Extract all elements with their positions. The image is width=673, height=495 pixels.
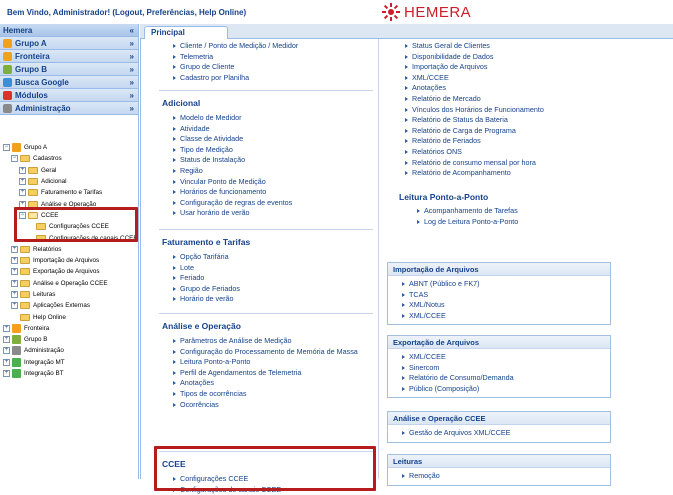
tree-node-label: Integração MT [24, 358, 65, 366]
link-relatorio-de-acompanhamento[interactable]: Relatório de Acompanhamento [405, 168, 544, 179]
link-tipos-de-ocorrencias[interactable]: Tipos de ocorrências [173, 389, 358, 400]
tree-node-label: Integração BT [24, 370, 64, 378]
collapse-icon[interactable]: − [20, 211, 25, 218]
folder-icon [20, 280, 30, 287]
link-modelo-de-medidor[interactable]: Modelo de Medidor [173, 113, 292, 124]
expand-icon[interactable]: + [20, 189, 25, 196]
section-title-ccee: CCEE [162, 459, 186, 469]
panel-analise-e-operacao-ccee [387, 411, 611, 443]
expand-icon[interactable]: + [4, 347, 9, 354]
tree-node-grupo-b[interactable] [0, 334, 139, 345]
link-cliente-ponto-de-medicao-medidor[interactable]: Cliente / Ponto de Medição / Medidor [173, 41, 298, 52]
lightning-icon [12, 143, 21, 152]
lightning-icon [3, 52, 12, 61]
expand-icon[interactable]: + [4, 336, 9, 343]
sidebar-section-label: Busca Google [15, 77, 69, 87]
link-lote[interactable]: Lote [173, 263, 240, 274]
folder-icon [20, 314, 30, 321]
link-atividade[interactable]: Atividade [173, 124, 292, 135]
link-list [388, 425, 610, 442]
sidebar-section-label: Fronteira [15, 51, 50, 61]
link-list [388, 468, 610, 485]
folder-icon [20, 155, 30, 162]
link-horarios-de-funcionamento[interactable]: Horários de funcionamento [173, 187, 292, 198]
tree-node-label: Análise e Operação [41, 200, 97, 208]
tree-node-label: Grupo B [24, 336, 48, 344]
panel-header: Leituras [388, 455, 610, 468]
sidebar-section-busca-google[interactable] [0, 76, 138, 89]
expand-icon[interactable]: + [12, 245, 17, 252]
panel-importacao-de-arquivos [387, 262, 611, 325]
link-sinercom[interactable]: Sinercom [402, 363, 610, 374]
link-relatorio-de-carga-de-programa[interactable]: Relatório de Carga de Programa [405, 126, 544, 137]
chevron-icon[interactable]: » [129, 78, 134, 87]
chevron-icon[interactable]: » [129, 39, 134, 48]
tree-node-fronteira[interactable] [0, 323, 139, 334]
link-relatorio-de-status-da-bateria[interactable]: Relatório de Status da Bateria [405, 115, 544, 126]
tree-node-label: Configurações de canais CCEE [49, 234, 138, 242]
folder-icon [20, 268, 30, 275]
chevron-icon[interactable]: » [129, 65, 134, 74]
expand-icon[interactable]: + [4, 370, 9, 377]
tree-node-geral[interactable] [0, 165, 139, 176]
tree-node-grupo-a[interactable] [0, 142, 139, 153]
sidebar-title: Hemera [3, 25, 33, 35]
expand-icon[interactable]: + [12, 302, 17, 309]
tree-node-adicional[interactable] [0, 176, 139, 187]
expand-icon[interactable]: + [4, 324, 9, 331]
folder-icon [20, 257, 30, 264]
tree-node-label: Administração [24, 347, 64, 355]
link-horario-de-verao[interactable]: Horário de verão [173, 294, 240, 305]
tree-node-relatorios[interactable] [0, 244, 139, 255]
logo-text: HEMERA [404, 3, 472, 21]
link-telemetria[interactable]: Telemetria [173, 52, 298, 63]
tree-node-label: Faturamento e Tarifas [41, 189, 103, 197]
section-title-faturamento-e-tarifas: Faturamento e Tarifas [162, 237, 251, 247]
tree-node-label: Cadastros [33, 155, 62, 163]
tree-node-administracao[interactable] [0, 345, 139, 356]
sidebar-section-administracao[interactable] [0, 102, 138, 115]
folder-icon [28, 167, 38, 174]
collapse-sidebar-icon[interactable]: « [129, 26, 134, 35]
link-list [173, 113, 292, 219]
link-log-de-leitura-ponto-a-ponto[interactable]: Log de Leitura Ponto-a-Ponto [417, 217, 518, 228]
link-cadastro-por-planilha[interactable]: Cadastro por Planilha [173, 73, 298, 84]
hemera-sun-icon [382, 3, 400, 21]
link-feriado[interactable]: Feriado [173, 273, 240, 284]
plugin-icon [12, 369, 21, 378]
link-relatorios-ons[interactable]: Relatórios ONS [405, 147, 544, 158]
sidebar-section-label: Administração [15, 103, 71, 113]
link-parametros-de-analise-de-medicao[interactable]: Parâmetros de Análise de Medição [173, 336, 358, 347]
expand-icon[interactable]: + [20, 200, 25, 207]
link-remocao[interactable]: Remoção [402, 471, 610, 482]
link-configuracoes-de-canais-ccee[interactable]: Configurações de canais CCEE [173, 485, 281, 495]
expand-icon[interactable]: + [20, 178, 25, 185]
section-rule [159, 313, 373, 314]
link-gestao-de-arquivos-xml-ccee[interactable]: Gestão de Arquivos XML/CCEE [402, 428, 610, 439]
section-title-adicional: Adicional [162, 98, 201, 108]
link-usar-horario-de-verao[interactable]: Usar horário de verão [173, 208, 292, 219]
expand-icon[interactable]: + [12, 257, 17, 264]
link-list [417, 206, 518, 227]
link-classe-de-atividade[interactable]: Classe de Atividade [173, 134, 292, 145]
sidebar-header[interactable] [0, 24, 138, 37]
plugin-icon [12, 358, 21, 367]
link-publico-composicao[interactable]: Público (Composição) [402, 384, 610, 395]
sidebar-section-label: Grupo A [15, 38, 47, 48]
sidebar-section-label: Módulos [15, 90, 48, 100]
link-relatorio-de-consumo-demanda[interactable]: Relatório de Consumo/Demanda [402, 373, 610, 384]
panel-exportacao-de-arquivos [387, 335, 611, 398]
panel-header: Exportação de Arquivos [388, 336, 610, 349]
link-configuracoes-ccee[interactable]: Configurações CCEE [173, 474, 281, 485]
link-tipo-de-medicao[interactable]: Tipo de Medição [173, 145, 292, 156]
grid-icon [3, 65, 12, 74]
tree-node-label: Aplicações Externas [33, 302, 91, 310]
main-content [140, 24, 673, 494]
link-configuracao-de-regras-de-eventos[interactable]: Configuração de regras de eventos [173, 198, 292, 209]
top-bar [0, 0, 673, 24]
tree-node-faturamento-e-tarifas[interactable] [0, 187, 139, 198]
tree-node-label: Help Online [33, 313, 66, 321]
stop-icon [3, 91, 12, 100]
folder-icon [28, 189, 38, 196]
link-perfil-de-agendamentos-de-telemetria[interactable]: Perfil de Agendamentos de Telemetria [173, 368, 358, 379]
tree-node-integracao-mt[interactable] [0, 357, 139, 368]
tree-node-label: Relatórios [33, 245, 62, 253]
expand-icon[interactable]: + [12, 291, 17, 297]
admin-icon [12, 346, 21, 355]
lightning-icon [3, 39, 12, 48]
link-list [173, 252, 240, 305]
tree-node-label: Leituras [33, 291, 56, 298]
section-rule [159, 229, 373, 230]
lightning-icon [12, 324, 21, 333]
link-tcas[interactable]: TCAS [402, 290, 610, 301]
hemera-logo [382, 3, 471, 21]
expand-icon[interactable]: + [4, 358, 9, 365]
chevron-icon[interactable]: » [129, 104, 134, 113]
tab-principal[interactable]: Principal [144, 26, 228, 39]
tree-node-cadastros[interactable] [0, 153, 139, 164]
tree-node-exportacao-de-arquivos[interactable] [0, 266, 139, 277]
link-xml-notus[interactable]: XML/Notus [402, 300, 610, 311]
link-grupo-de-cliente[interactable]: Grupo de Cliente [173, 62, 298, 73]
expand-icon[interactable]: + [12, 279, 17, 286]
sidebar-section-fronteira[interactable] [0, 50, 138, 63]
welcome-text[interactable]: Bem Vindo, Administrador! (Logout, Preferências, Help Online) [7, 8, 247, 17]
link-opcao-tarifaria[interactable]: Opção Tarifária [173, 252, 240, 263]
sidebar-section-label: Grupo B [15, 64, 47, 74]
tab-bar [140, 24, 673, 39]
folder-icon [20, 302, 30, 309]
link-configuracao-do-processamento-de-memoria-de-massa[interactable]: Configuração do Processamento de Memória de Massa [173, 347, 358, 358]
admin-icon [3, 104, 12, 113]
section-title-analise-e-operacao: Análise e Operação [162, 321, 241, 331]
principal-panel [140, 39, 673, 494]
link-regiao[interactable]: Região [173, 166, 292, 177]
tree-node-label: Grupo A [24, 144, 48, 152]
tree-node-label: Importação de Arquivos [33, 257, 100, 265]
folder-icon [20, 291, 30, 298]
sidebar [0, 24, 139, 479]
link-acompanhamento-de-tarefas[interactable]: Acompanhamento de Tarefas [417, 206, 518, 217]
link-disponibilidade-de-dados[interactable]: Disponibilidade de Dados [405, 52, 544, 63]
link-xml-ccee[interactable]: XML/CCEE [405, 73, 544, 84]
link-abnt-publico-e-fk7[interactable]: ABNT (Público e FK7) [402, 279, 610, 290]
tree-node-label: Exportação de Arquivos [33, 268, 100, 276]
section-rule [159, 90, 373, 91]
link-xml-ccee[interactable]: XML/CCEE [402, 311, 610, 322]
panel-header: Análise e Operação CCEE [388, 412, 610, 425]
link-vincular-ponto-de-medicao[interactable]: Vincular Ponto de Medição [173, 177, 292, 188]
panel-leituras [387, 454, 611, 486]
link-relatorio-de-feriados[interactable]: Relatório de Feriados [405, 136, 544, 147]
chevron-icon[interactable]: » [129, 91, 134, 100]
tree-node-help-online[interactable] [0, 311, 139, 322]
panel-header: Importação de Arquivos [388, 263, 610, 276]
tree-node-label: Configurações CCEE [49, 223, 109, 231]
link-leitura-ponto-a-ponto[interactable]: Leitura Ponto-a-Ponto [173, 357, 358, 368]
link-list [173, 41, 298, 83]
left-column [153, 39, 375, 494]
link-anotacoes[interactable]: Anotações [173, 378, 358, 389]
section-title-leitura-ponto-a-ponto: Leitura Ponto-a-Ponto [399, 192, 489, 202]
link-status-de-instalacao[interactable]: Status de Instalação [173, 155, 292, 166]
grid-icon [12, 335, 21, 344]
chevron-icon[interactable]: » [129, 52, 134, 61]
tree-node-leituras[interactable] [0, 289, 139, 300]
highlight-ccee-tree [14, 207, 138, 242]
tree-node-importacao-de-arquivos[interactable] [0, 255, 139, 266]
link-xml-ccee[interactable]: XML/CCEE [402, 352, 610, 363]
folder-icon [20, 246, 30, 253]
tree-node-label: Geral [41, 166, 57, 174]
link-vinculos-dos-horarios-de-funcionamento[interactable]: Vínculos dos Horários de Funcionamento [405, 105, 544, 116]
sidebar-section-grupo-b[interactable] [0, 63, 138, 76]
expand-icon[interactable]: + [20, 166, 25, 173]
link-list [388, 349, 610, 397]
collapse-icon[interactable]: − [12, 155, 17, 162]
link-relatorio-de-consumo-mensal-por-hora[interactable]: Relatório de consumo mensal por hora [405, 158, 544, 169]
tree-node-integracao-bt[interactable] [0, 368, 139, 379]
tree-node-label: Análise e Operação CCEE [33, 279, 108, 287]
link-importacao-de-arquivos[interactable]: Importação de Arquivos [405, 62, 544, 73]
globe-icon [3, 78, 12, 87]
link-status-geral-de-clientes[interactable]: Status Geral de Clientes [405, 41, 544, 52]
link-list [173, 336, 358, 410]
link-ocorrencias[interactable]: Ocorrências [173, 400, 358, 411]
expand-icon[interactable]: + [12, 268, 17, 275]
tree-node-label: CCEE [41, 211, 59, 219]
link-anotacoes[interactable]: Anotações [405, 83, 544, 94]
tree-node-analise-e-operacao-ccee[interactable] [0, 278, 139, 289]
sidebar-section-modulos[interactable] [0, 89, 138, 102]
collapse-icon[interactable]: − [4, 144, 9, 151]
link-grupo-de-feriados[interactable]: Grupo de Feriados [173, 284, 240, 295]
folder-icon [28, 178, 38, 185]
highlight-ccee-section [154, 446, 376, 491]
link-list [405, 41, 544, 179]
column-divider [378, 39, 379, 479]
navigation-tree [0, 142, 139, 379]
tree-node-label: Fronteira [24, 324, 50, 332]
sidebar-section-grupo-a[interactable] [0, 37, 138, 50]
link-relatorio-de-mercado[interactable]: Relatório de Mercado [405, 94, 544, 105]
tree-node-label: Adicional [41, 178, 67, 186]
tree-node-aplicacoes-externas[interactable] [0, 300, 139, 311]
link-list [388, 276, 610, 324]
